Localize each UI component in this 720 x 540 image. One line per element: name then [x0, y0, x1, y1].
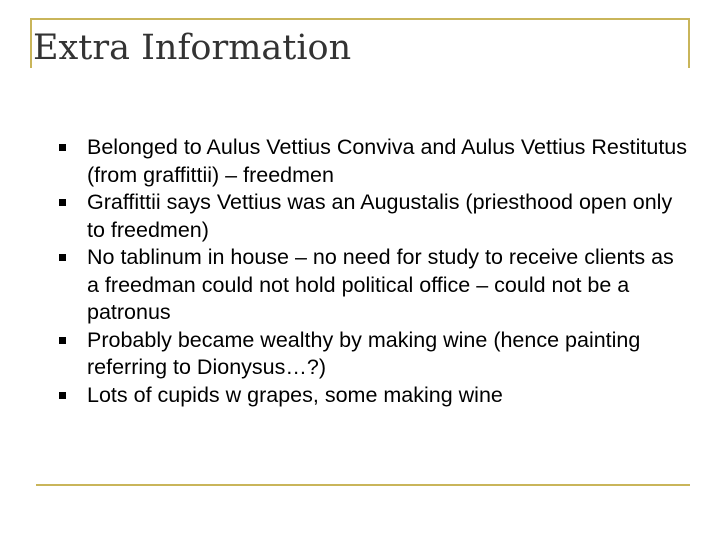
- bullet-text: Belonged to Aulus Vettius Conviva and Aulus Vettius Restitutus (from graffittii) – freedmen: [87, 135, 687, 187]
- bullet-list: [72, 134, 687, 409]
- bullet-text: Probably became wealthy by making wine (hence painting referring to Dionysus…?): [87, 327, 641, 379]
- square-bullet-icon: [59, 199, 66, 206]
- square-bullet-icon: [59, 337, 66, 344]
- bullet-item: [72, 327, 687, 382]
- bullet-item: [72, 134, 687, 189]
- square-bullet-icon: [59, 392, 66, 399]
- bullet-item: [72, 189, 687, 244]
- square-bullet-icon: [59, 254, 66, 261]
- slide-title: Extra Information: [33, 28, 352, 68]
- frame-right-rule: [688, 18, 690, 68]
- frame-bottom-rule: [36, 484, 690, 486]
- bullet-text: No tablinum in house – no need for study to receive clients as a freedman could not hold political office – could not be a patronus: [87, 245, 674, 324]
- frame-left-rule: [30, 18, 32, 68]
- bullet-item: [72, 382, 687, 410]
- square-bullet-icon: [59, 144, 66, 151]
- bullet-item: [72, 244, 687, 327]
- bullet-text: Graffittii says Vettius was an Augustalis (priesthood open only to freedmen): [87, 190, 673, 242]
- bullet-text: Lots of cupids w grapes, some making wine: [87, 382, 503, 407]
- frame-top-rule: [30, 18, 690, 20]
